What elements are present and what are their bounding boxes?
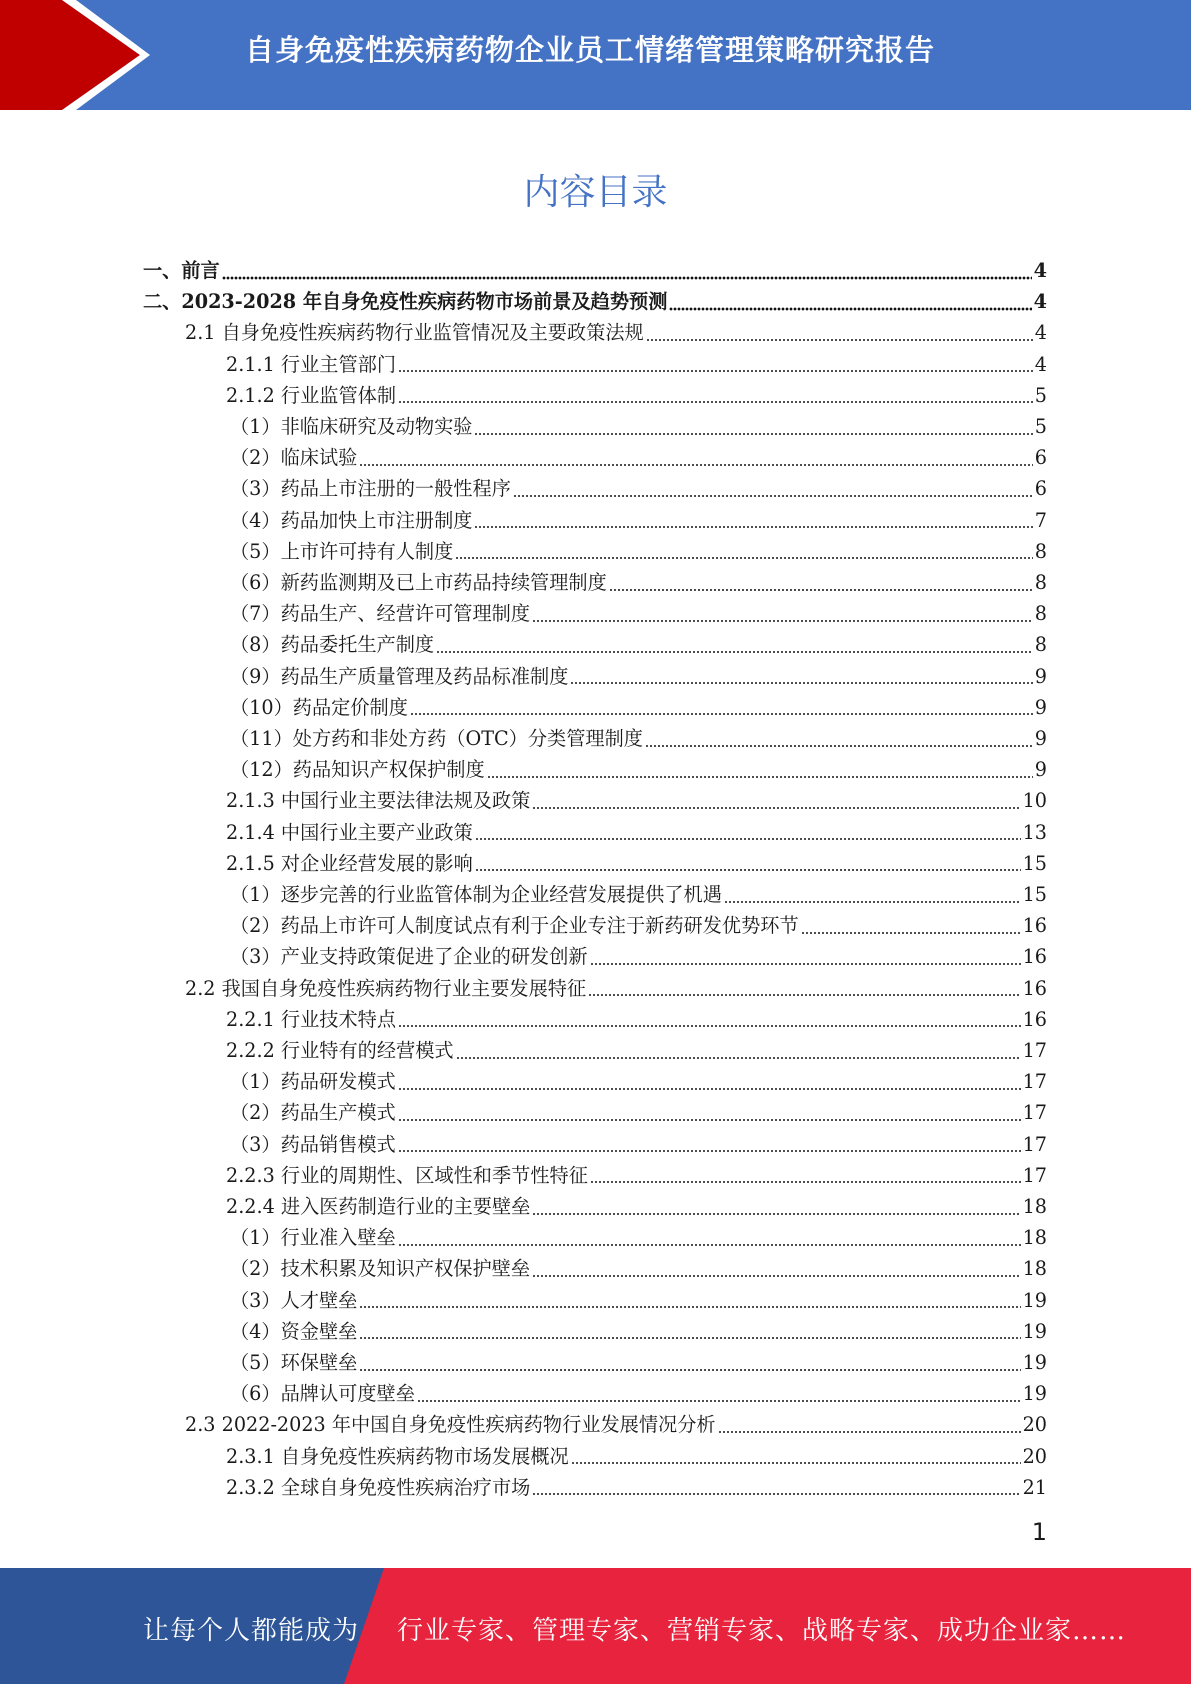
toc-entry[interactable] xyxy=(230,567,1047,598)
toc-entry-title: （6）新药监测期及已上市药品持续管理制度 xyxy=(230,571,607,594)
toc-dot-leader xyxy=(359,463,1032,467)
toc-entry-page: 20 xyxy=(1022,1444,1047,1468)
toc-entry-page: 7 xyxy=(1034,508,1047,532)
toc-entry[interactable] xyxy=(230,1129,1047,1160)
toc-entry[interactable] xyxy=(226,1035,1047,1066)
toc-entry-page: 4 xyxy=(1034,352,1047,376)
toc-entry-title: （4）药品加快上市注册制度 xyxy=(230,508,473,532)
toc-entry[interactable] xyxy=(230,692,1047,723)
toc-dot-leader xyxy=(590,1180,1021,1184)
toc-entry-page: 16 xyxy=(1022,914,1047,938)
toc-entry-title: （1）行业准入壁垒 xyxy=(230,1226,396,1250)
toc-dot-leader xyxy=(801,931,1021,935)
toc-entry-title: （8）药品委托生产制度 xyxy=(230,633,435,657)
toc-dot-leader xyxy=(475,837,1021,841)
toc-entry-page: 16 xyxy=(1022,1007,1047,1031)
toc-entry-title: （1）逐步完善的行业监管体制为企业经营发展提供了机遇 xyxy=(230,883,722,906)
toc-entry[interactable] xyxy=(226,1004,1047,1035)
toc-dot-leader xyxy=(410,712,1033,716)
toc-entry-title: （10）药品定价制度 xyxy=(230,695,408,719)
toc-dot-leader xyxy=(570,681,1032,685)
header-banner xyxy=(0,0,1191,110)
toc-dot-leader xyxy=(456,1056,1021,1060)
toc-entry-title: （3）药品上市注册的一般性程序 xyxy=(230,477,511,501)
toc-entry[interactable] xyxy=(230,1347,1047,1378)
toc-entry[interactable] xyxy=(230,910,1047,941)
toc-entry[interactable] xyxy=(143,255,1047,286)
toc-entry-page: 15 xyxy=(1022,883,1047,906)
report-title: 自身免疫性疾病药物企业员工情绪管理策略研究报告 xyxy=(245,33,936,67)
toc-dot-leader xyxy=(487,775,1033,779)
toc-entry[interactable] xyxy=(230,1097,1047,1128)
toc-entry[interactable] xyxy=(230,1378,1047,1409)
toc-entry-title: （2）临床试验 xyxy=(230,446,358,470)
toc-entry-page: 8 xyxy=(1034,571,1047,594)
toc-dot-leader xyxy=(571,1461,1021,1465)
toc-entry[interactable] xyxy=(230,879,1047,910)
toc-dot-leader xyxy=(398,1087,1021,1091)
toc-heading: 内容目录 xyxy=(523,172,668,213)
toc-entry[interactable] xyxy=(230,1066,1047,1097)
toc-entry-title: （1）药品研发模式 xyxy=(230,1070,396,1094)
toc-dot-leader xyxy=(222,276,1032,280)
toc-entry-page: 9 xyxy=(1034,727,1047,750)
toc-entry-page: 9 xyxy=(1034,695,1047,719)
toc-dot-leader xyxy=(513,494,1033,498)
toc-dot-leader xyxy=(590,962,1021,966)
toc-entry-page: 8 xyxy=(1034,539,1047,563)
toc-entry-page: 15 xyxy=(1022,851,1047,875)
toc-entry-title: （2）技术积累及知识产权保护壁垒 xyxy=(230,1257,531,1281)
toc-entry-title: （3）产业支持政策促进了企业的研发创新 xyxy=(230,945,588,969)
toc-entry[interactable] xyxy=(230,1222,1047,1253)
toc-entry-title: （9）药品生产质量管理及药品标准制度 xyxy=(230,664,569,688)
toc-entry-page: 17 xyxy=(1022,1101,1047,1125)
toc-entry-page: 19 xyxy=(1022,1351,1047,1374)
toc-entry-page: 8 xyxy=(1034,602,1047,626)
toc-entry-title: （5）上市许可持有人制度 xyxy=(230,539,454,563)
toc-dot-leader xyxy=(645,744,1033,748)
toc-entry-title: 2.1.5 对企业经营发展的影响 xyxy=(226,851,473,875)
toc-entry-title: 2.2 我国自身免疫性疾病药物行业主要发展特征 xyxy=(185,976,587,1000)
toc-entry-page: 17 xyxy=(1022,1163,1047,1187)
toc-entry-page: 19 xyxy=(1022,1382,1047,1406)
toc-entry-title: 2.3.2 全球自身免疫性疾病治疗市场 xyxy=(226,1475,531,1499)
toc-entry[interactable] xyxy=(230,411,1047,442)
toc-dot-leader xyxy=(398,1118,1021,1122)
toc-entry-title: 2.2.2 行业特有的经营模式 xyxy=(226,1039,454,1062)
toc-entry[interactable] xyxy=(230,1253,1047,1284)
toc-entry-title: （7）药品生产、经营许可管理制度 xyxy=(230,602,531,626)
toc-entry-page: 6 xyxy=(1034,477,1047,501)
toc-entry-title: 2.1.1 行业主管部门 xyxy=(226,352,397,376)
toc-entry-page: 4 xyxy=(1034,321,1047,345)
toc-entry-page: 13 xyxy=(1022,820,1047,844)
toc-entry[interactable] xyxy=(226,1441,1047,1472)
toc-entry[interactable] xyxy=(230,442,1047,473)
toc-entry-page: 16 xyxy=(1022,976,1047,1000)
toc-dot-leader xyxy=(724,900,1021,904)
toc-entry-title: （2）药品生产模式 xyxy=(230,1101,396,1125)
toc-dot-leader xyxy=(455,556,1033,560)
toc-dot-leader xyxy=(359,1368,1020,1372)
toc-entry-title: （5）环保壁垒 xyxy=(230,1351,358,1374)
toc-entry-title: 2.2.3 行业的周期性、区域性和季节性特征 xyxy=(226,1163,588,1187)
footer-slogan-left: 让每个人都能成为 xyxy=(143,1616,360,1646)
toc-entry-title: （6）品牌认可度壁垒 xyxy=(230,1382,415,1406)
toc-dot-leader xyxy=(718,1430,1021,1434)
footer-slogan-right: 行业专家、管理专家、营销专家、战略专家、成功企业家…… xyxy=(397,1616,1127,1646)
toc-entry[interactable] xyxy=(226,349,1047,380)
footer-banner xyxy=(0,1568,1191,1684)
toc-entry-title: （11）处方药和非处方药（OTC）分类管理制度 xyxy=(230,727,643,750)
toc-entry-page: 17 xyxy=(1022,1070,1047,1094)
toc-entry-title: （2）药品上市许可人制度试点有利于企业专注于新药研发优势环节 xyxy=(230,914,799,938)
toc-entry-page: 4 xyxy=(1033,290,1047,314)
toc-entry[interactable] xyxy=(185,973,1047,1004)
toc-dot-leader xyxy=(417,1399,1021,1403)
toc-dot-leader xyxy=(398,1149,1021,1153)
toc-dot-leader xyxy=(532,1274,1021,1278)
toc-dot-leader xyxy=(646,338,1033,342)
toc-entry[interactable] xyxy=(143,286,1047,317)
toc-entry[interactable] xyxy=(230,505,1047,536)
toc-entry-page: 16 xyxy=(1022,945,1047,969)
toc-dot-leader xyxy=(359,1336,1020,1340)
toc-entry[interactable] xyxy=(230,723,1047,754)
toc-entry-page: 6 xyxy=(1034,446,1047,470)
toc-entry-title: 2.3 2022-2023 年中国自身免疫性疾病药物行业发展情况分析 xyxy=(185,1413,716,1437)
toc-entry-page: 17 xyxy=(1022,1132,1047,1156)
toc-dot-leader xyxy=(359,1305,1020,1309)
toc-entry[interactable] xyxy=(226,817,1047,848)
toc-entry[interactable] xyxy=(230,473,1047,504)
toc-dot-leader xyxy=(532,1212,1020,1216)
toc-dot-leader xyxy=(588,993,1020,997)
toc-entry[interactable] xyxy=(185,317,1047,348)
toc-entry-title: （3）药品销售模式 xyxy=(230,1132,396,1156)
toc-entry-title: 2.1.2 行业监管体制 xyxy=(226,383,397,407)
toc-entry-page: 8 xyxy=(1034,633,1047,657)
toc-entry[interactable] xyxy=(230,536,1047,567)
toc-entry-title: （3）人才壁垒 xyxy=(230,1288,358,1312)
toc-entry-page: 20 xyxy=(1022,1413,1047,1437)
toc-entry-page: 19 xyxy=(1022,1319,1047,1343)
toc-dot-leader xyxy=(532,806,1020,810)
toc-entry[interactable] xyxy=(230,661,1047,692)
toc-entry-title: 二、2023-2028 年自身免疫性疾病药物市场前景及趋势预测 xyxy=(143,290,668,314)
toc-entry-page: 19 xyxy=(1022,1288,1047,1312)
toc-entry-page: 18 xyxy=(1022,1195,1047,1218)
toc-entry-page: 10 xyxy=(1022,789,1047,813)
toc-entry[interactable] xyxy=(226,1160,1047,1191)
toc-dot-leader xyxy=(474,432,1032,436)
toc-dot-leader xyxy=(398,1024,1021,1028)
toc-entry-page: 17 xyxy=(1022,1039,1047,1062)
toc-entry[interactable] xyxy=(230,1316,1047,1347)
toc-entry[interactable] xyxy=(230,941,1047,972)
toc-dot-leader xyxy=(398,400,1033,404)
toc-dot-leader xyxy=(532,619,1033,623)
toc-entry-title: （4）资金壁垒 xyxy=(230,1319,358,1343)
toc-entry-title: 2.3.1 自身免疫性疾病药物市场发展概况 xyxy=(226,1444,569,1468)
toc-dot-leader xyxy=(669,307,1031,311)
toc-entry[interactable] xyxy=(226,1191,1047,1222)
toc-entry-page: 5 xyxy=(1034,415,1047,438)
toc-entry[interactable] xyxy=(230,629,1047,660)
toc-entry[interactable] xyxy=(226,848,1047,879)
toc-entry-page: 5 xyxy=(1034,383,1047,407)
toc-entry-page: 9 xyxy=(1034,664,1047,688)
toc-entry[interactable] xyxy=(226,785,1047,816)
toc-entry[interactable] xyxy=(230,598,1047,629)
page-number: 1 xyxy=(1031,1518,1047,1546)
toc-entry-page: 21 xyxy=(1022,1475,1047,1499)
toc-entry-title: 2.1.4 中国行业主要产业政策 xyxy=(226,820,473,844)
toc-dot-leader xyxy=(436,650,1033,654)
toc-entry-title: （1）非临床研究及动物实验 xyxy=(230,415,473,438)
toc-entry-title: （12）药品知识产权保护制度 xyxy=(230,758,485,782)
toc-dot-leader xyxy=(532,1492,1020,1496)
toc-entry[interactable] xyxy=(185,1409,1047,1440)
toc-entry-title: 一、前言 xyxy=(143,259,220,282)
toc-entry-page: 4 xyxy=(1033,259,1047,282)
toc-entry-page: 18 xyxy=(1022,1257,1047,1281)
toc-entry[interactable] xyxy=(230,1285,1047,1316)
toc-entry[interactable] xyxy=(230,754,1047,785)
toc-entry-title: 2.1 自身免疫性疾病药物行业监管情况及主要政策法规 xyxy=(185,321,644,345)
toc-entry-page: 18 xyxy=(1022,1226,1047,1250)
toc-entry[interactable] xyxy=(226,1472,1047,1503)
toc-entry-title: 2.2.1 行业技术特点 xyxy=(226,1007,397,1031)
toc-dot-leader xyxy=(474,525,1032,529)
toc-dot-leader xyxy=(398,369,1033,373)
toc-entry-page: 9 xyxy=(1034,758,1047,782)
toc-dot-leader xyxy=(475,868,1021,872)
toc-entry-title: 2.2.4 进入医药制造行业的主要壁垒 xyxy=(226,1195,531,1218)
toc-dot-leader xyxy=(398,1243,1021,1247)
toc-dot-leader xyxy=(609,588,1033,592)
toc-entry-title: 2.1.3 中国行业主要法律法规及政策 xyxy=(226,789,531,813)
toc-entry[interactable] xyxy=(226,380,1047,411)
